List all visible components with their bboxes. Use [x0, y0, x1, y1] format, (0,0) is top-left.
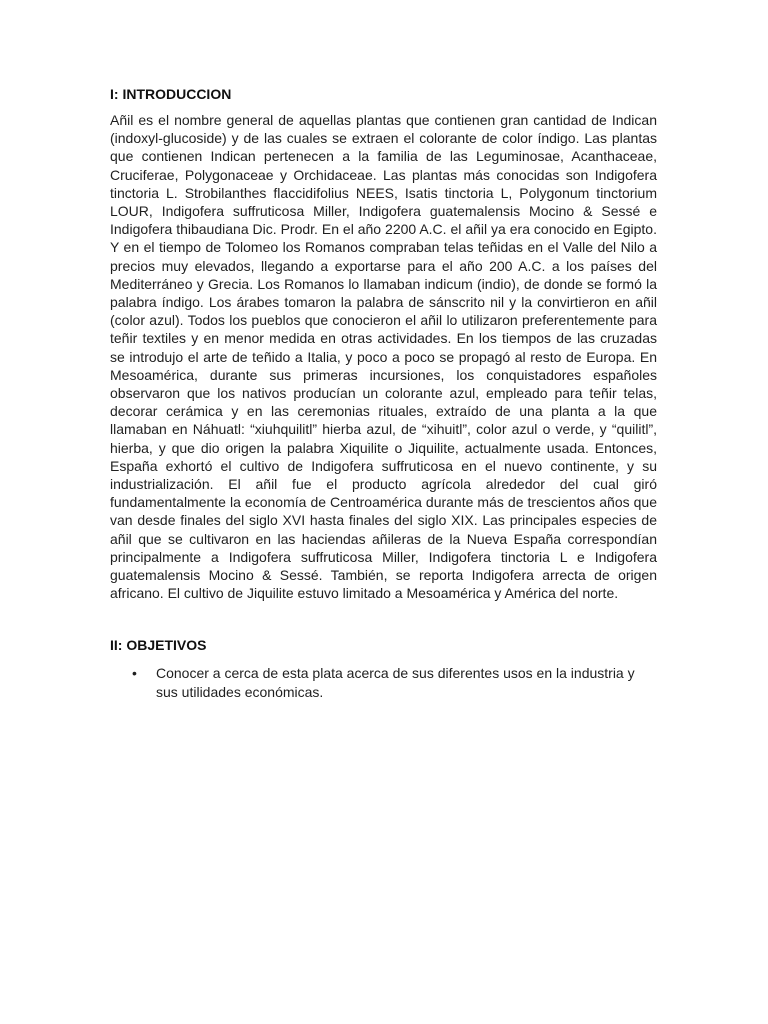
section-heading-introduccion: I: INTRODUCCION: [110, 86, 232, 102]
objetivos-list: [110, 664, 657, 700]
document-page: [110, 85, 657, 701]
list-item: [110, 664, 657, 700]
section-heading-objetivos: II: OBJETIVOS: [110, 637, 207, 654]
introduccion-paragraph: Añil es el nombre general de aquellas plantas que contienen gran cantidad de Indican (indoxyl-glucoside) y de las cuales se extraen el colorante de color índigo. Las plantas que contienen Indican pertenecen a la familia de las Leguminosae, Acanthaceae, Cruciferae, Polygonaceae y Orchidaceae. Las plantas más conocidas son Indigofera tinctoria L. Strobilanthes flaccidifolius NEES, Isatis tinctoria L, Polygonum tinctorium LOUR, Indigofera suffruticosa Miller, Indigofera guatemalensis Mocino & Sessé e Indigofera thibaudiana Dic. Prodr. En el año 2200 A.C. el añil ya era conocido en Egipto. Y en el tiempo de Tolomeo los Romanos compraban telas teñidas en el Valle del Nilo a precios muy elevados, llegando a exportarse para el año 200 A.C. a los países del Mediterráneo y Grecia. Los Romanos lo llamaban indicum (indio), de donde se formó la palabra índigo. Los árabes tomaron la palabra de sánscrito nil y la convirtieron en añil (color azul). Todos los pueblos que conocieron el añil lo utilizaron preferentemente para teñir textiles y en menor medida en otras actividades. En los tiempos de las cruzadas se introdujo el arte de teñido a Italia, y poco a poco se propagó al resto de Europa. En Mesoamérica, durante sus primeras incursiones, los conquistadores españoles observaron que los nativos producían un colorante azul, empleado para teñir telas, decorar cerámica y en las ceremonias rituales, extraído de una planta a la que llamaban en Náhuatl: “xiuhquilitl” hierba azul, de “xihuitl”, color azul o verde, y “quilitl”, hierba, y que dio origen la palabra Xiquilite o Jiquilite, actualmente usada. Entonces, España exhortó el cultivo de Indigofera suffruticosa en el nuevo continente, y su industrialización. El añil fue el producto agrícola alrededor del cual giró fundamentalmente la economía de Centroamérica durante más de trescientos años que van desde finales del siglo XVI hasta finales del siglo XIX. Las principales especies de añil que se cultivaron en las haciendas añileras de la Nueva España correspondían principalmente a Indigofera suffruticosa Miller, Indigofera tinctoria L e Indigofera guatemalensis Mocino & Sessé. También, se reporta Indigofera arrecta de origen africano. El cultivo de Jiquilite estuvo limitado a Mesoamérica y América del norte.: [110, 112, 657, 602]
bullet-icon: •: [132, 665, 137, 682]
objetivo-text: Conocer a cerca de esta plata acerca de sus diferentes usos en la industria y sus utilidades económicas.: [156, 665, 635, 700]
